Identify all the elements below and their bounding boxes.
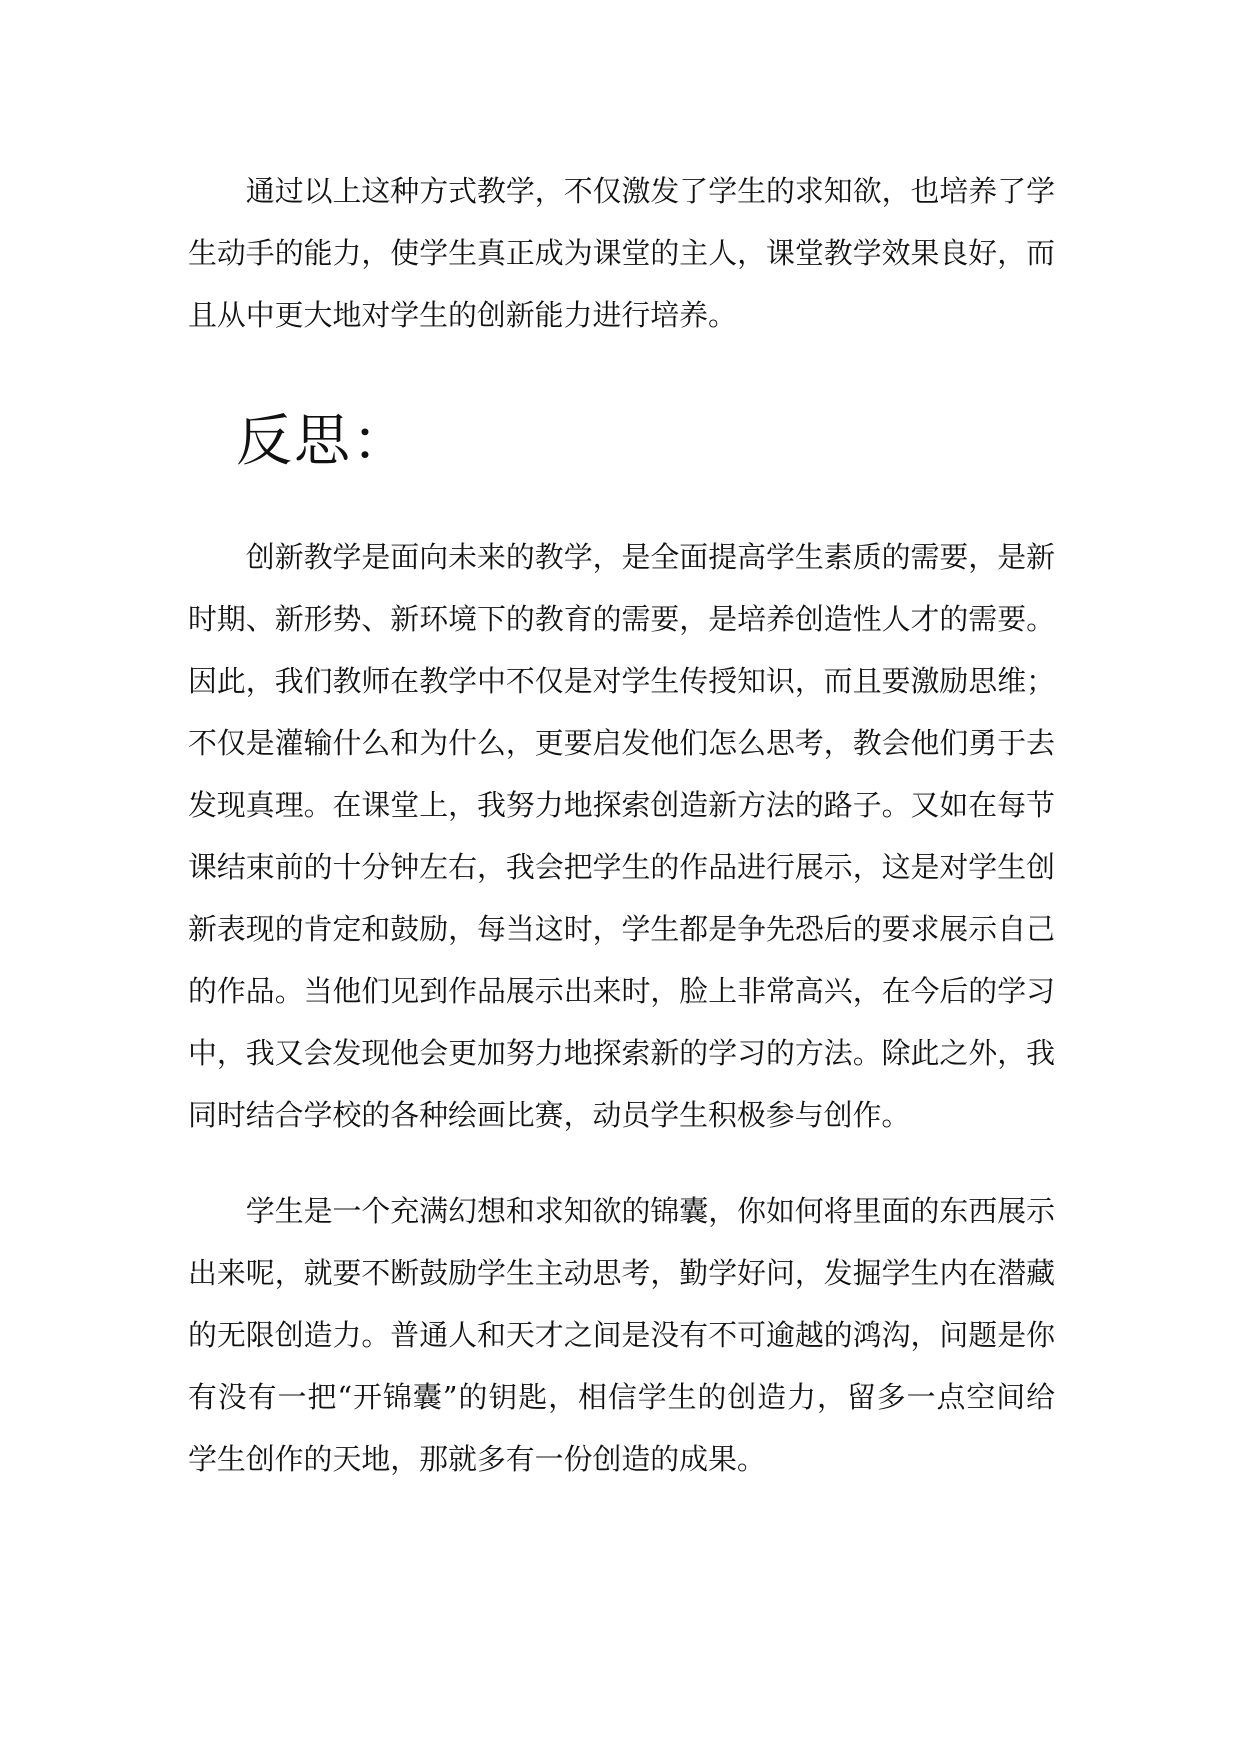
spacer [188,1146,1055,1180]
paragraph-reflection-2: 学生是一个充满幻想和求知欲的锦囊，你如何将里面的东西展示出来呢，就要不断鼓励学生主动思考，勤学好问，发掘学生内在潜藏的无限创造力。普通人和天才之间是没有不可逾越的鸿沟，问题是你有没有一把“开锦囊”的钥匙，相信学生的创造力，留多一点空间给学生创作的天地，那就多有一份创造的成果。 [188,1194,1055,1476]
document-body [188,160,1055,1490]
spacer [188,482,1055,526]
section-heading-reflection: 反思： [236,409,410,474]
paragraph-intro: 通过以上这种方式教学，不仅激发了学生的求知欲，也培养了学生动手的能力，使学生真正成为课堂的主人，课堂教学效果良好，而且从中更大地对学生的创新能力进行培养。 [188,174,1055,332]
paragraph-reflection-1: 创新教学是面向未来的教学，是全面提高学生素质的需要，是新时期、新形势、新环境下的教育的需要，是培养创造性人才的需要。因此，我们教师在教学中不仅是对学生传授知识，而且要激励思维；不仅是灌输什么和为什么，更要启发他们怎么思考，教会他们勇于去发现真理。在课堂上，我努力地探索创造新方法的路子。又如在每节课结束前的十分钟左右，我会把学生的作品进行展示，这是对学生创新表现的肯定和鼓励，每当这时，学生都是争先恐后的要求展示自己的作品。当他们见到作品展示出来时，脸上非常高兴，在今后的学习中，我又会发现他会更加努力地探索新的学习的方法。除此之外，我同时结合学校的各种绘画比赛，动员学生积极参与创作。 [188,540,1055,1132]
